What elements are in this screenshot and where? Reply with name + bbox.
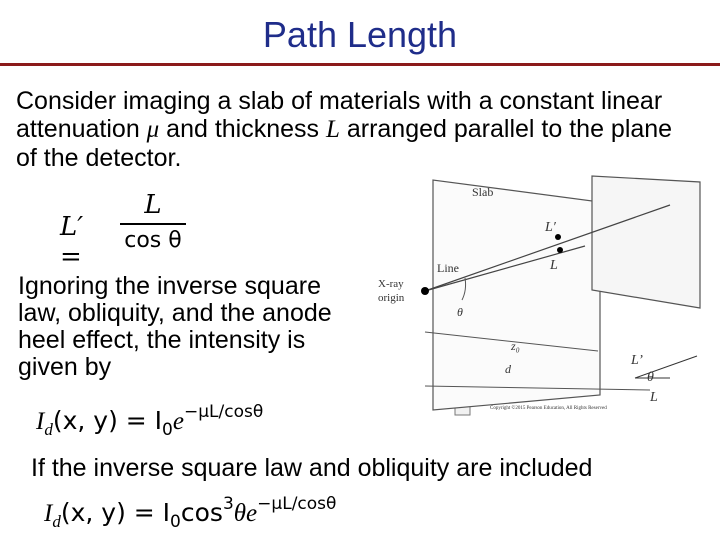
ray-point-lower	[557, 247, 563, 253]
exp-base: e	[172, 408, 184, 435]
z0-label: z₀	[511, 339, 520, 353]
inset-theta-label: θ	[647, 370, 654, 385]
line-label: Line	[437, 261, 459, 275]
title-divider	[0, 63, 720, 66]
i0-subscript: 0	[162, 420, 173, 440]
copyright-text: Copyright ©2015 Pearson Education, All Rights Reserved	[490, 406, 607, 411]
math-symbol: μ	[146, 116, 160, 143]
cos-power: 3	[222, 494, 234, 514]
intensity-subscript: d	[52, 512, 61, 531]
detector-plane-front	[592, 176, 700, 308]
intensity-full-formula	[44, 494, 336, 532]
path-length-lhs: L′ =	[60, 212, 84, 272]
inset-hypotenuse	[635, 356, 697, 378]
intro-paragraph: Consider imaging a slab of materials with a constant linear attenuation μ and thickness L arranged parallel to the plane of the detector.	[16, 87, 673, 172]
inset-L-label: L	[650, 390, 658, 405]
path-length-fraction	[120, 190, 186, 253]
path-L-label: L	[550, 258, 558, 273]
theta-e-term: θe	[233, 500, 258, 527]
theta-label: θ	[457, 305, 463, 319]
ignoring-paragraph: Ignoring the inverse square law, obliquity, and the anode heel effect, the intensity is given by	[18, 272, 332, 381]
cos-term: cos	[180, 498, 223, 527]
intensity-simple-formula	[36, 402, 263, 440]
fraction-bar	[120, 223, 186, 225]
intensity-symbol: I	[44, 500, 53, 527]
math-symbol: L	[326, 116, 340, 143]
slab-label: Slab	[472, 185, 494, 199]
xray-origin-dot	[421, 287, 429, 295]
intensity-subscript: d	[44, 420, 53, 439]
intensity-args: (x, y) = I	[60, 498, 171, 527]
origin-label: origin	[378, 292, 405, 304]
exp-power: −μL/cosθ	[257, 494, 337, 514]
exp-power: −μL/cosθ	[183, 402, 264, 422]
xray-label: X-ray	[378, 278, 404, 290]
ray-point-upper	[555, 234, 561, 240]
fraction-denominator: cos θ	[124, 228, 182, 253]
intensity-symbol: I	[36, 408, 45, 435]
i0-subscript: 0	[170, 512, 181, 532]
slide-title: Path Length	[262, 14, 458, 55]
d-label: d	[505, 362, 511, 376]
path-Lprime-label: L′	[545, 220, 556, 235]
path-length-diagram	[370, 160, 720, 420]
detector-plane-back	[433, 180, 600, 410]
intensity-args: (x, y) = I	[52, 406, 163, 435]
fraction-numerator: L	[144, 190, 162, 220]
included-paragraph: If the inverse square law and obliquity are included	[31, 454, 593, 482]
inset-Lprime-label: L’	[631, 353, 643, 368]
